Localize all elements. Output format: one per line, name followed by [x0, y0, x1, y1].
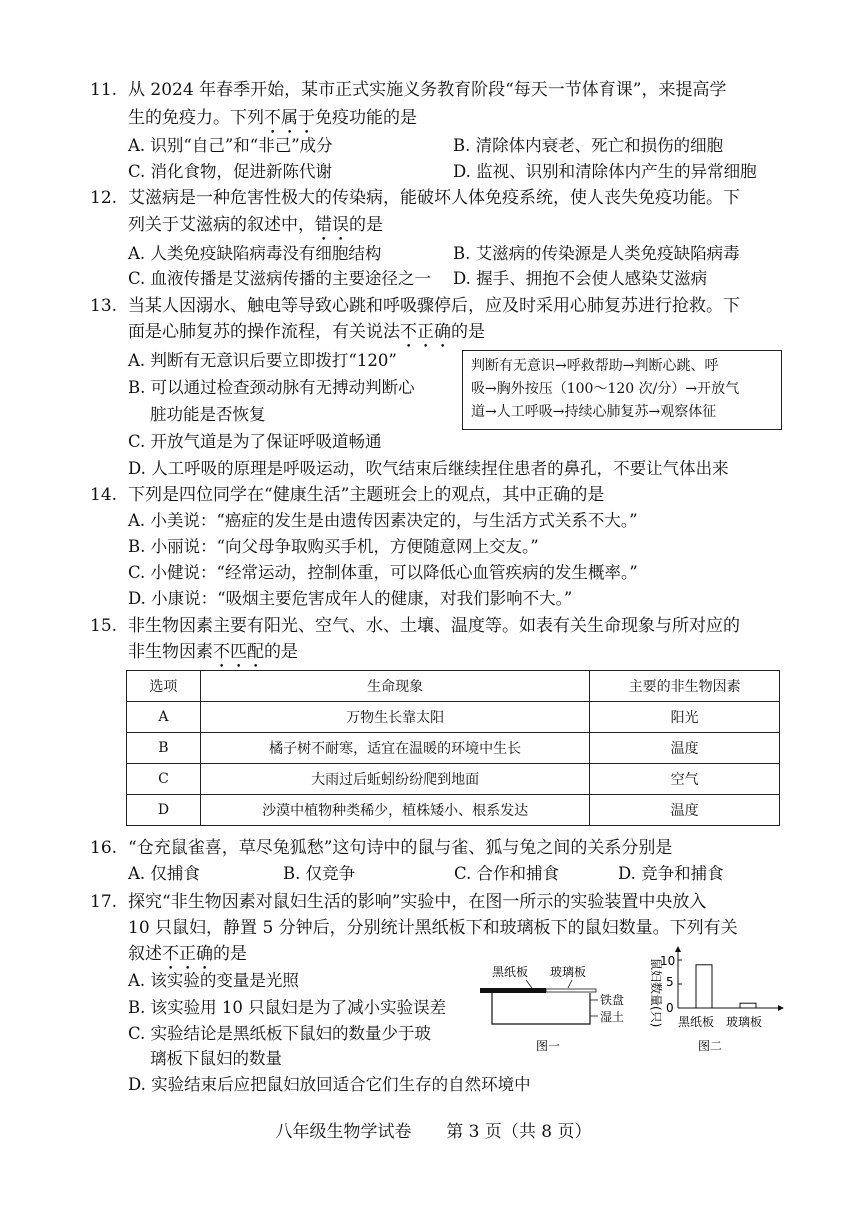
- q15-stem-text2a: 非生物因素: [128, 642, 213, 662]
- q15-emphasis: 不匹配: [213, 642, 264, 662]
- q14-option-d[interactable]: D. 小康说：“吸烟主要危害成年人的健康，对我们影响不大。”: [128, 589, 573, 608]
- q13-option-b-line2[interactable]: 脏功能是否恢复: [150, 405, 266, 424]
- q16-stem: [90, 834, 672, 862]
- table-row: [127, 702, 780, 733]
- q15-stem-line1: [90, 612, 740, 640]
- chart-bars: [696, 965, 756, 1008]
- chart-ytick-10: 10: [660, 954, 676, 968]
- table-cell: 温度: [590, 795, 780, 826]
- q14-option-b[interactable]: B. 小丽说：“向父母争取购买手机，方便随意网上交友。”: [128, 537, 539, 556]
- table-cell: 空气: [590, 764, 780, 795]
- q12-stem-line2: [128, 211, 383, 245]
- q17-option-b[interactable]: B. 该实验用 10 只鼠妇是为了减小实验误差: [128, 998, 447, 1017]
- glass-board: [546, 989, 596, 992]
- q12-option-b[interactable]: B. 艾滋病的传染源是人类免疫缺陷病毒: [453, 244, 740, 263]
- fig1-label-tray: 铁盘: [600, 993, 625, 1007]
- q17-stem-line1: [90, 888, 706, 916]
- q11-option-b[interactable]: B. 清除体内衰老、死亡和损伤的细胞: [453, 136, 724, 155]
- q12-stem-line1: [90, 184, 740, 212]
- footer-page-number: 第 3 页（共 8 页）: [446, 1122, 592, 1142]
- q12-stem-text2a: 列关于艾滋病的叙述中，: [128, 215, 315, 235]
- q16-option-b[interactable]: B. 仅竞争: [283, 864, 356, 883]
- q13-option-c[interactable]: C. 开放气道是为了保证呼吸道畅通: [128, 432, 382, 451]
- q11-emphasis: 不属于: [264, 108, 315, 128]
- table-cell: 万物生长靠太阳: [200, 702, 589, 733]
- q15-number: 15.: [90, 616, 118, 636]
- figure2-bar-chart: [640, 946, 790, 1056]
- q17-number: 17.: [90, 892, 118, 912]
- table-cell: C: [127, 764, 201, 795]
- table-header-cell: 主要的非生物因素: [590, 671, 780, 702]
- q16-stem-text: “仓充鼠雀喜，草尽兔狐愁”这句诗中的鼠与雀、狐与兔之间的关系分别是: [128, 838, 673, 858]
- q16-option-d[interactable]: D. 竞争和捕食: [618, 864, 724, 883]
- q14-stem: [90, 481, 604, 509]
- q11-option-c[interactable]: C. 消化食物，促进新陈代谢: [128, 162, 333, 181]
- q16-option-c[interactable]: C. 合作和捕食: [454, 864, 560, 883]
- q17-option-d[interactable]: D. 实验结束后应把鼠妇放回适合它们生存的自然环境中: [128, 1075, 531, 1094]
- q14-option-a[interactable]: A. 小美说：“癌症的发生是由遗传因素决定的，与生活方式关系不大。”: [128, 511, 638, 530]
- q17-stem-text3b: 的是: [213, 944, 247, 964]
- table-cell: 阳光: [590, 702, 780, 733]
- q16-number: 16.: [90, 838, 118, 858]
- table-row: [127, 733, 780, 764]
- q11-number: 11.: [90, 80, 118, 100]
- table-cell: 大雨过后蚯蚓纷纷爬到地面: [200, 764, 589, 795]
- q13-option-b-line1[interactable]: B. 可以通过检查颈动脉有无搏动判断心: [128, 378, 415, 397]
- q12-option-a[interactable]: A. 人类免疫缺陷病毒没有细胞结构: [128, 244, 382, 263]
- chart-bar-0: [696, 965, 712, 1008]
- q12-stem-text1: 艾滋病是一种危害性极大的传染病，能破坏人体免疫系统，使人丧失免疫功能。下: [128, 188, 740, 208]
- q13-stem-line1: [90, 292, 740, 320]
- chart-ytick-0: 0: [666, 1001, 674, 1015]
- table-header-row: [127, 671, 780, 702]
- q13-emphasis: 不正确: [400, 322, 451, 342]
- q17-stem-line2: 10 只鼠妇，静置 5 分钟后，分别统计黑纸板下和玻璃板下的鼠妇数量。下列有关: [128, 918, 738, 938]
- table-cell: B: [127, 733, 201, 764]
- cpr-flow-line3: 道→人工呼吸→持续心肺复苏→观察体征: [471, 404, 717, 420]
- q12-option-d[interactable]: D. 握手、拥抱不会使人感染艾滋病: [453, 269, 708, 288]
- q17-option-c-line2[interactable]: 璃板下鼠妇的数量: [150, 1049, 282, 1068]
- q13-stem-text1: 当某人因溺水、触电等导致心跳和呼吸骤停后，应及时采用心肺复苏进行抢救。下: [128, 296, 740, 316]
- page-footer: [0, 1117, 867, 1142]
- q17-stem-text1: 探究“非生物因素对鼠妇生活的影响”实验中，在图一所示的实验装置中央放入: [128, 892, 707, 912]
- q13-option-d[interactable]: D. 人工呼吸的原理是呼吸运动，吹气结束后继续捏住患者的鼻孔，不要让气体出来: [128, 459, 729, 478]
- q15-stem-text2b: 的是: [264, 642, 298, 662]
- black-board: [480, 988, 546, 993]
- q11-stem-text2b: 免疫功能的是: [315, 108, 417, 128]
- chart-ylabel: 鼠妇数量(只): [649, 958, 663, 1028]
- q12-emphasis: 错误: [315, 215, 349, 235]
- figure1-apparatus: [478, 960, 638, 1060]
- cpr-flow-box: [462, 350, 782, 430]
- table-row: [127, 764, 780, 795]
- table-row: [127, 795, 780, 826]
- q13-option-a[interactable]: A. 判断有无意识后要立即拨打“120”: [128, 351, 397, 370]
- q15-stem-text1: 非生物因素主要有阳光、空气、水、土壤、温度等。如表有关生命现象与所对应的: [128, 616, 740, 636]
- q11-stem-line1: [90, 76, 726, 104]
- fig1-leader-glass: [568, 980, 572, 988]
- q15-stem-line2: [128, 638, 298, 672]
- cpr-flow-line1: 判断有无意识→呼救帮助→判断心跳、呼: [471, 358, 719, 374]
- q15-table: [126, 670, 780, 826]
- q17-option-a[interactable]: A. 该实验的变量是光照: [128, 971, 299, 990]
- fig1-leader-black: [526, 980, 532, 988]
- q13-stem-line2: [128, 318, 485, 352]
- q11-stem-text2a: 生的免疫力。下列: [128, 108, 264, 128]
- fig1-label-black: 黑纸板: [492, 965, 529, 979]
- q14-option-c[interactable]: C. 小健说：“经常运动，控制体重，可以降低心血管疾病的发生概率。”: [128, 563, 638, 582]
- fig1-label-glass: 玻璃板: [550, 965, 587, 979]
- chart-y-arrow: [675, 946, 681, 952]
- q14-stem-text: 下列是四位同学在“健康生活”主题班会上的观点，其中正确的是: [128, 485, 605, 505]
- chart-bar-1: [740, 1003, 756, 1008]
- q11-option-a[interactable]: A. 识别“自己”和“非己”成分: [128, 136, 333, 155]
- q17-stem-text3a: 叙述: [128, 944, 162, 964]
- q11-option-d[interactable]: D. 监视、识别和清除体内产生的异常细胞: [453, 162, 757, 181]
- q13-stem-text2b: 的是: [451, 322, 485, 342]
- q11-stem-text1: 从 2024 年春季开始，某市正式实施义务教育阶段“每天一节体育课”，来提高学: [128, 80, 727, 100]
- footer-exam-title: 八年级生物学试卷: [275, 1122, 412, 1142]
- table-header-cell: 选项: [127, 671, 201, 702]
- q16-option-a[interactable]: A. 仅捕食: [128, 864, 200, 883]
- chart-xtick-glass: 玻璃板: [726, 1015, 763, 1029]
- q17-emphasis: 不正确: [162, 944, 213, 964]
- q14-number: 14.: [90, 485, 118, 505]
- table-header-cell: 生命现象: [200, 671, 589, 702]
- q13-stem-text2a: 面是心肺复苏的操作流程，有关说法: [128, 322, 400, 342]
- table-cell: 沙漠中植物种类稀少，植株矮小、根系发达: [200, 795, 589, 826]
- fig2-caption: 图二: [698, 1039, 723, 1053]
- cpr-flow-line2: 吸→胸外按压（100～120 次/分）→开放气: [471, 381, 740, 397]
- q12-option-c[interactable]: C. 血液传播是艾滋病传播的主要途径之一: [128, 269, 432, 288]
- chart-ytick-5: 5: [666, 975, 674, 989]
- table-cell: 温度: [590, 733, 780, 764]
- fig1-label-soil: 湿土: [600, 1010, 625, 1024]
- q17-option-c-line1[interactable]: C. 实验结论是黑纸板下鼠妇的数量少于玻: [128, 1024, 432, 1043]
- q12-stem-text2b: 的是: [349, 215, 383, 235]
- iron-tray: [492, 993, 590, 1024]
- table-cell: D: [127, 795, 201, 826]
- table-cell: A: [127, 702, 201, 733]
- fig1-caption: 图一: [536, 1039, 561, 1053]
- q12-number: 12.: [90, 188, 118, 208]
- table-cell: 橘子树不耐寒，适宜在温暖的环境中生长: [200, 733, 589, 764]
- chart-x-arrow: [778, 1005, 784, 1011]
- chart-xtick-black: 黑纸板: [678, 1015, 715, 1029]
- q13-number: 13.: [90, 296, 118, 316]
